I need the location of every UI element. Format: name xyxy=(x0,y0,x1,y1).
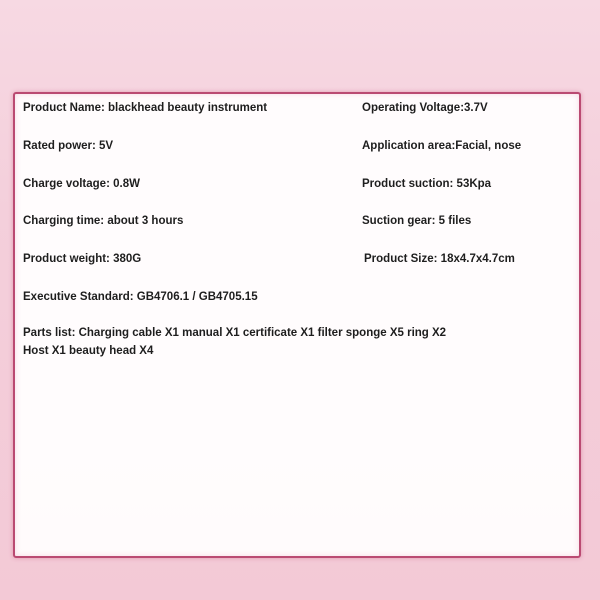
rated-power: Rated power: 5V xyxy=(23,140,114,152)
charge-voltage: Charge voltage: 0.8W xyxy=(23,178,140,190)
executive-standard: Executive Standard: GB4706.1 / GB4705.15 xyxy=(23,291,258,303)
product-suction: Product suction: 53Kpa xyxy=(362,178,492,190)
product-name: Product Name: blackhead beauty instrument xyxy=(23,102,268,114)
parts-list-line-2: Host X1 beauty head X4 xyxy=(23,345,154,357)
application-area: Application area:Facial, nose xyxy=(362,140,522,152)
parts-list-line-1: Parts list: Charging cable X1 manual X1 certificate X1 filter sponge X5 ring X2 xyxy=(23,327,447,339)
spec-panel xyxy=(13,92,581,558)
operating-voltage: Operating Voltage:3.7V xyxy=(362,102,488,114)
product-weight: Product weight: 380G xyxy=(23,253,142,265)
suction-gear: Suction gear: 5 files xyxy=(362,215,472,227)
charging-time: Charging time: about 3 hours xyxy=(23,215,184,227)
product-size: Product Size: 18x4.7x4.7cm xyxy=(364,253,515,265)
parts-list xyxy=(23,324,568,360)
